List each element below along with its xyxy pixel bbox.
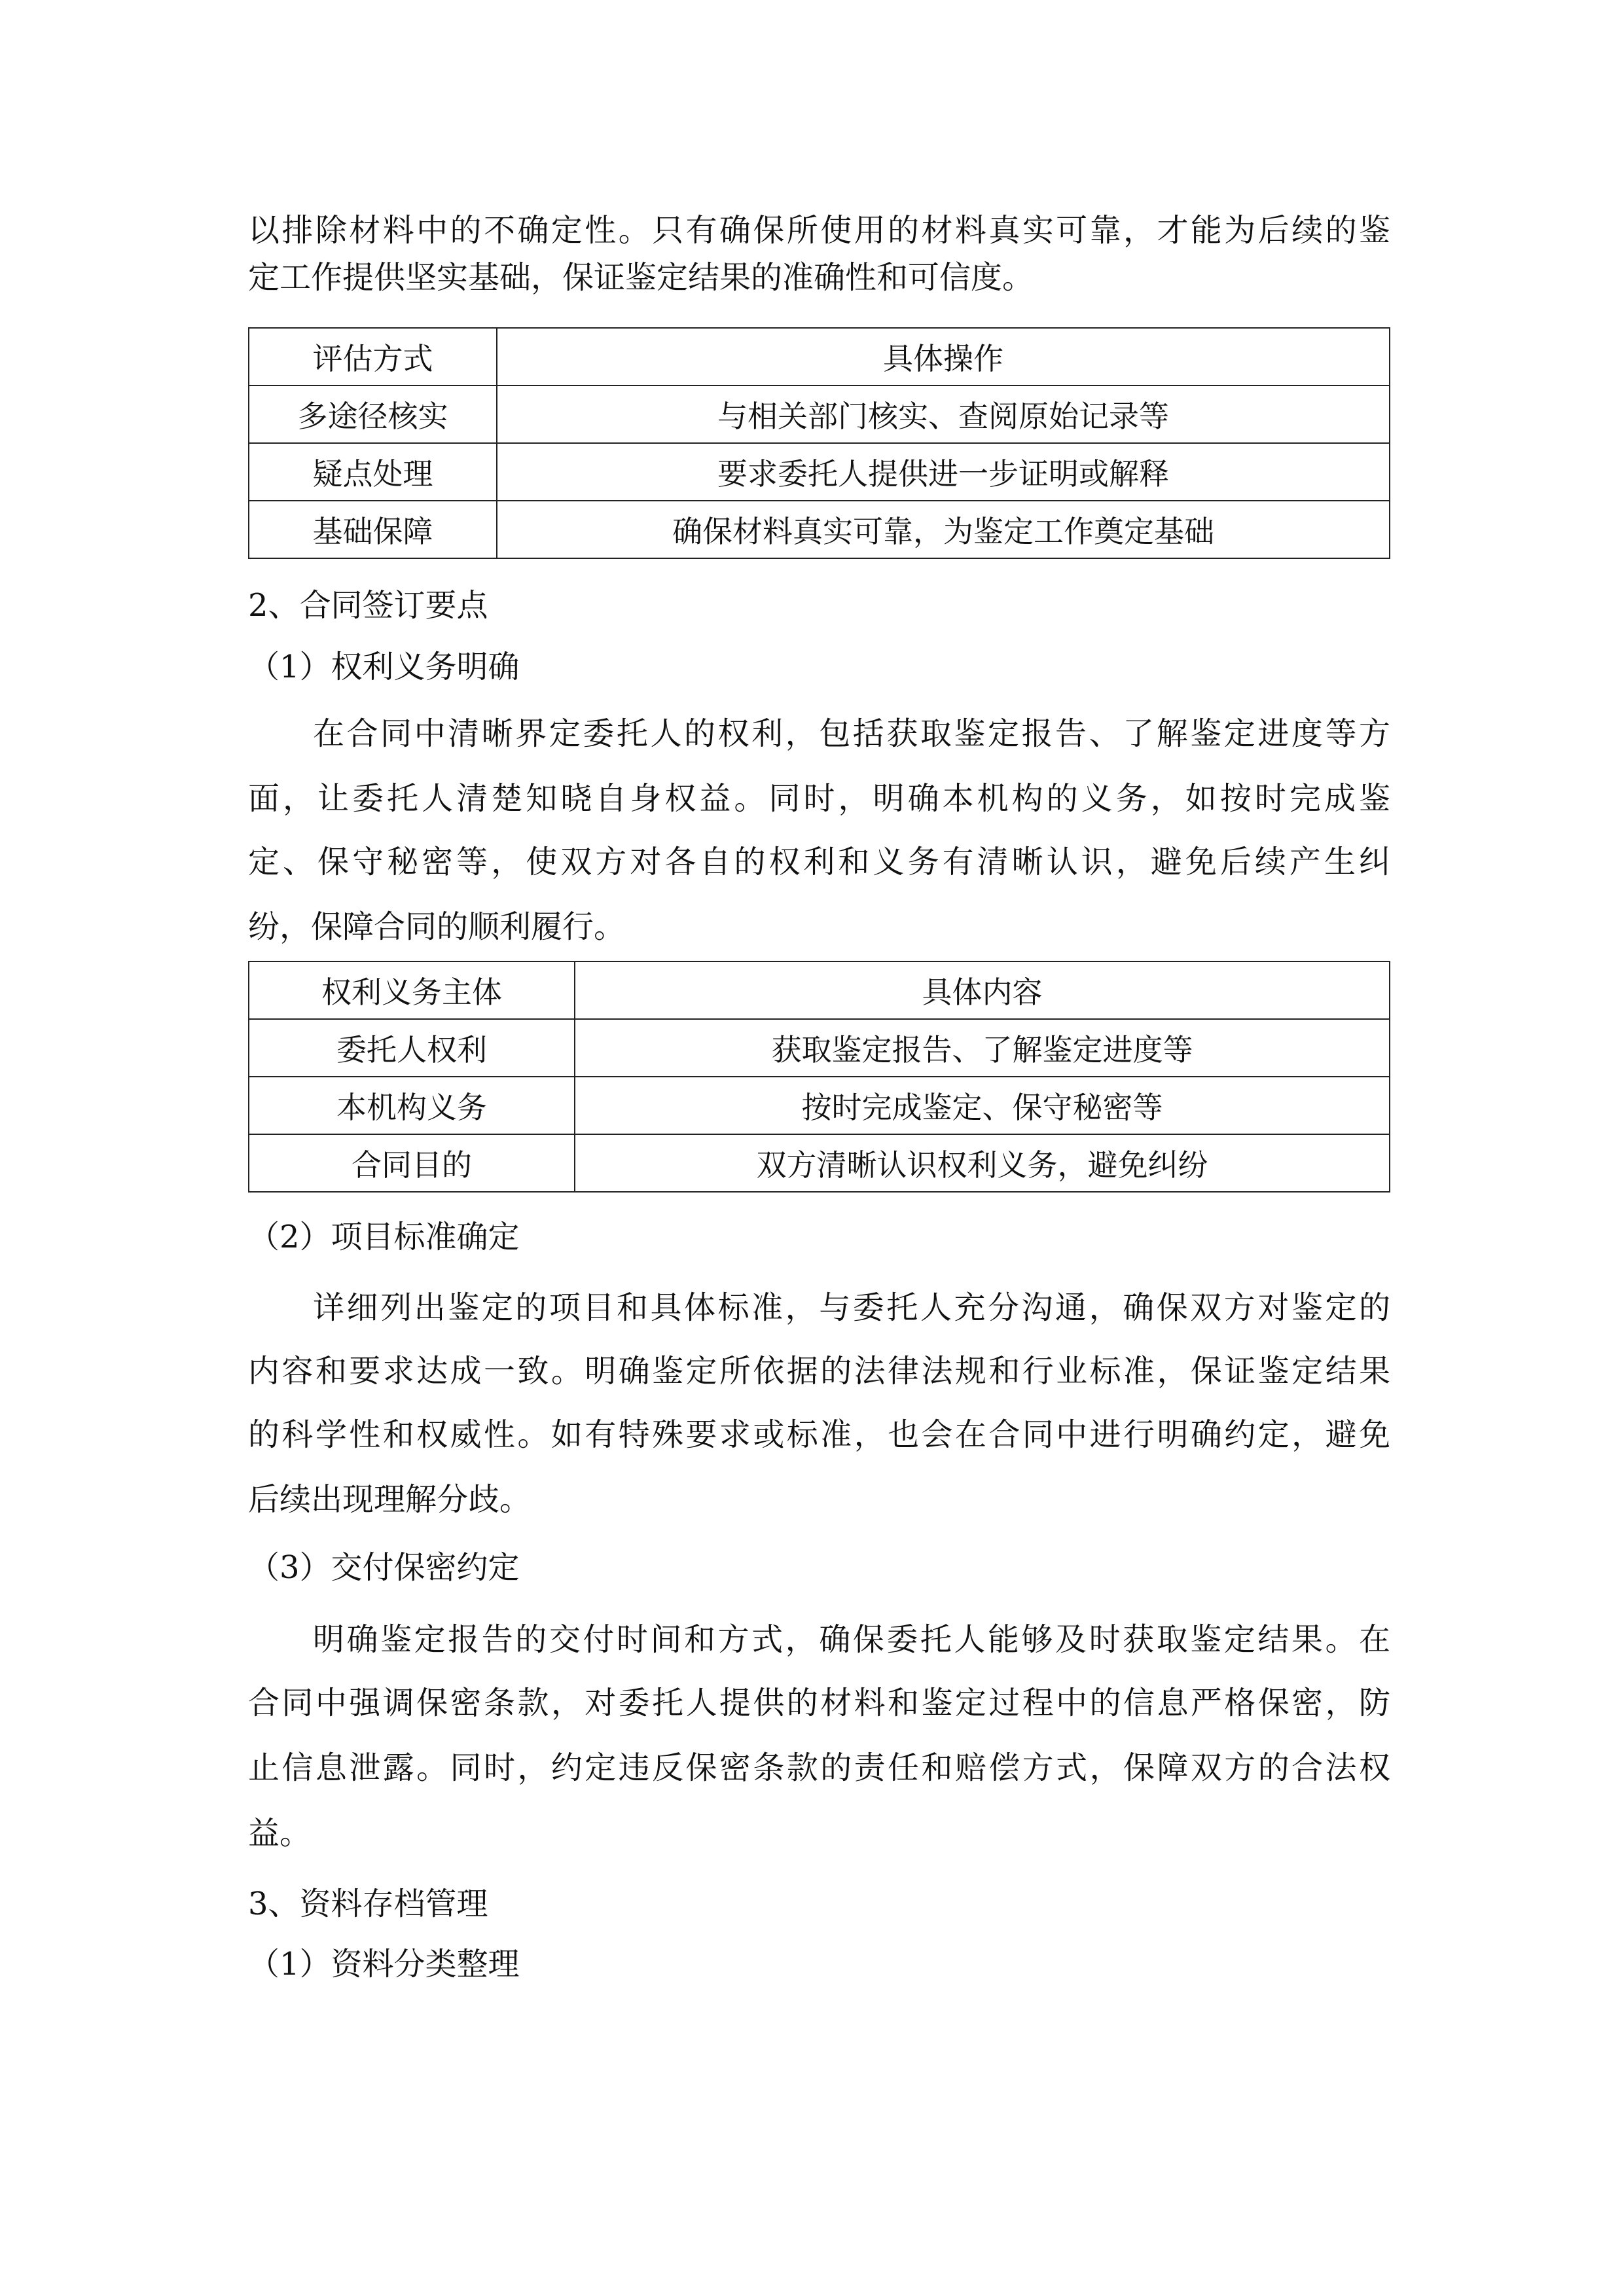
paragraph-line: 止信息泄露。同时，约定违反保密条款的责任和赔偿方式，保障双方的合法权: [248, 1749, 1390, 1786]
table-cell: 委托人权利: [249, 1019, 575, 1077]
table-row: [249, 386, 1390, 443]
table-cell: 合同目的: [249, 1134, 575, 1192]
section-heading: 2、合同签订要点: [248, 587, 488, 624]
table-cell: 多途径核实: [249, 386, 497, 443]
table-cell: 要求委托人提供进一步证明或解释: [497, 443, 1390, 501]
table-header: 具体内容: [575, 961, 1390, 1019]
table-cell: 确保材料真实可靠，为鉴定工作奠定基础: [497, 501, 1390, 558]
paragraph-line: 内容和要求达成一致。明确鉴定所依据的法律法规和行业标准，保证鉴定结果: [248, 1353, 1390, 1390]
paragraph-line: 后续出现理解分歧。: [248, 1481, 532, 1518]
paragraph-line: 定工作提供坚实基础，保证鉴定结果的准确性和可信度。: [248, 259, 1034, 296]
table-header-row: [249, 961, 1390, 1019]
table-header: 具体操作: [497, 328, 1390, 386]
subsection-heading: （3）交付保密约定: [248, 1549, 520, 1586]
evaluation-table: [248, 327, 1390, 559]
table-cell: 基础保障: [249, 501, 497, 558]
table-cell: 双方清晰认识权利义务，避免纠纷: [575, 1134, 1390, 1192]
table-header-row: [249, 328, 1390, 386]
paragraph-line: 定、保守秘密等，使双方对各自的权利和义务有清晰认识，避免后续产生纠: [248, 844, 1390, 880]
paragraph-line: 面，让委托人清楚知晓自身权益。同时，明确本机构的义务，如按时完成鉴: [248, 780, 1390, 817]
table-header: 评估方式: [249, 328, 497, 386]
subsection-heading: （2）项目标准确定: [248, 1219, 520, 1255]
paragraph-line: 合同中强调保密条款，对委托人提供的材料和鉴定过程中的信息严格保密，防: [248, 1685, 1390, 1721]
table-row: [249, 501, 1390, 558]
table-cell: 与相关部门核实、查阅原始记录等: [497, 386, 1390, 443]
table-cell: 按时完成鉴定、保守秘密等: [575, 1077, 1390, 1134]
paragraph-line: 益。: [248, 1815, 312, 1852]
paragraph-line: 纷，保障合同的顺利履行。: [248, 908, 626, 945]
subsection-heading: （1）权利义务明确: [248, 649, 520, 685]
table-row: [249, 1134, 1390, 1192]
paragraph-line: 在合同中清晰界定委托人的权利，包括获取鉴定报告、了解鉴定进度等方: [313, 715, 1390, 752]
subsection-heading: （1）资料分类整理: [248, 1946, 520, 1982]
section-heading: 3、资料存档管理: [248, 1886, 488, 1922]
paragraph-line: 明确鉴定报告的交付时间和方式，确保委托人能够及时获取鉴定结果。在: [313, 1621, 1390, 1658]
table-row: [249, 1019, 1390, 1077]
rights-obligations-table: [248, 961, 1390, 1193]
paragraph-line: 详细列出鉴定的项目和具体标准，与委托人充分沟通，确保双方对鉴定的: [313, 1289, 1390, 1326]
table-cell: 获取鉴定报告、了解鉴定进度等: [575, 1019, 1390, 1077]
table-cell: 疑点处理: [249, 443, 497, 501]
paragraph-line: 的科学性和权威性。如有特殊要求或标准，也会在合同中进行明确约定，避免: [248, 1416, 1390, 1453]
paragraph-line: 以排除材料中的不确定性。只有确保所使用的材料真实可靠，才能为后续的鉴: [248, 212, 1390, 249]
table-row: [249, 443, 1390, 501]
table-header: 权利义务主体: [249, 961, 575, 1019]
table-cell: 本机构义务: [249, 1077, 575, 1134]
table-row: [249, 1077, 1390, 1134]
